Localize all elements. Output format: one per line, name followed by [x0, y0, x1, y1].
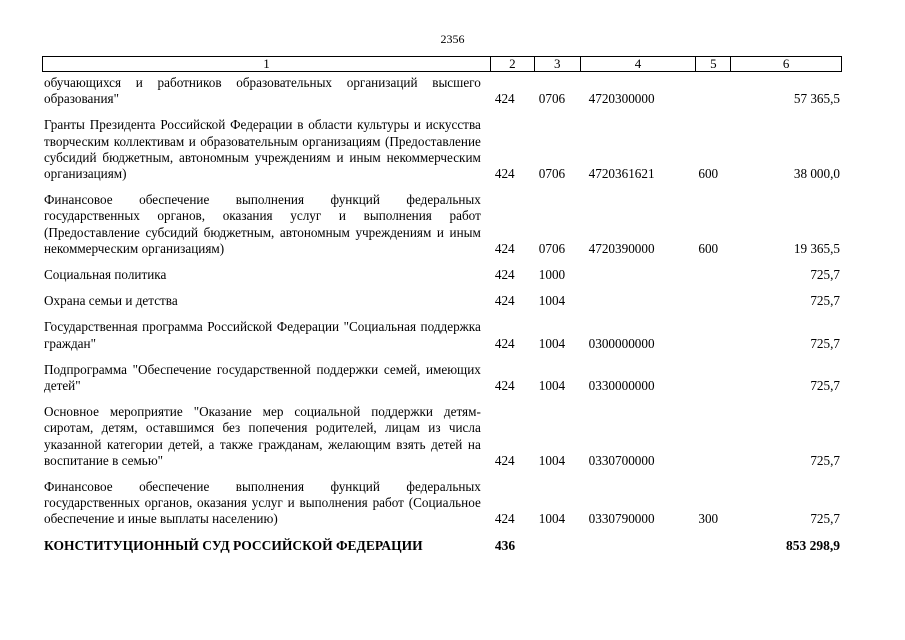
row-section-code: 1004 [538, 293, 566, 309]
header-col-4: 4 [580, 57, 696, 71]
row-expense-type: 300 [698, 511, 719, 527]
row-target-code: 0330000000 [588, 378, 655, 394]
row-amount: 19 365,5 [793, 240, 840, 256]
table-row [42, 117, 842, 182]
row-description: Основное мероприятие "Оказание мер социальной поддержки детям-сиротам, детям, оставшимся без попечения родителей, лицам из числа указанной категории детей, а также гражданам, желающим взять детей на воспитание в семью" [44, 404, 481, 468]
header-col-3: 3 [534, 57, 580, 71]
row-description: обучающихся и работников образовательных организаций высшего образования" [44, 75, 481, 107]
row-target-code: 4720361621 [588, 166, 655, 182]
row-ministry-code: 424 [494, 511, 515, 527]
row-section-code: 1004 [538, 335, 566, 351]
row-section-code: 0706 [538, 166, 566, 182]
row-description: Подпрограмма "Обеспечение государственной поддержки семей, имеющих детей" [44, 361, 481, 394]
table-row [42, 538, 842, 554]
row-ministry-code: 424 [494, 335, 515, 351]
row-amount: 725,7 [810, 452, 840, 468]
table-row [42, 267, 842, 283]
row-description: Гранты Президента Российской Федерации в области культуры и искусства творческим коллективам и образовательным организациям (Предоставление субсидий бюджетным, автономным учреждениям и иным некоммерческим организациям) [44, 117, 481, 182]
row-ministry-code: 424 [494, 91, 515, 107]
row-amount: 57 365,5 [793, 91, 840, 107]
row-section-code: 1004 [538, 452, 566, 468]
row-amount: 725,7 [810, 293, 840, 309]
row-target-code: 4720390000 [588, 240, 655, 256]
row-target-code: 0330790000 [588, 511, 655, 527]
row-target-code: 4720300000 [588, 91, 655, 107]
row-expense-type: 600 [698, 240, 719, 256]
row-target-code: 0330700000 [588, 452, 655, 468]
row-ministry-code: 436 [494, 537, 516, 553]
page-number: 2356 [440, 32, 465, 46]
row-section-code: 0706 [538, 91, 566, 107]
row-section-code: 1004 [538, 511, 566, 527]
table-row [42, 319, 842, 351]
row-description: Финансовое обеспечение выполнения функций федеральных государственных органов, оказания услуг и выполнения работ (Предоставление субсидий бюджетным, автономным учреждениям и иным некоммерческим организациям) [44, 192, 481, 256]
row-description: Государственная программа Российской Федерации "Социальная поддержка граждан" [44, 319, 481, 351]
row-ministry-code: 424 [494, 293, 515, 309]
row-description: Финансовое обеспечение выполнения функций федеральных государственных органов, оказания услуг и выполнения работ (Социальное обеспечение и иные выплаты населению) [44, 479, 481, 527]
row-section-code: 0706 [538, 240, 566, 256]
row-amount: 853 298,9 [786, 537, 840, 553]
row-ministry-code: 424 [494, 267, 515, 283]
row-target-code: 0300000000 [588, 335, 655, 351]
table-row [42, 404, 842, 469]
row-ministry-code: 424 [494, 166, 515, 182]
row-amount: 725,7 [810, 335, 840, 351]
table-row [42, 192, 842, 257]
row-section-code: 1004 [538, 378, 566, 394]
row-description: Социальная политика [44, 267, 167, 283]
table-row [42, 362, 842, 394]
row-ministry-code: 424 [494, 378, 515, 394]
table-row [42, 293, 842, 309]
row-ministry-code: 424 [494, 240, 515, 256]
row-amount: 725,7 [810, 378, 840, 394]
header-col-2: 2 [490, 57, 534, 71]
table-row [42, 75, 842, 107]
table-row [42, 479, 842, 528]
row-amount: 38 000,0 [793, 166, 840, 182]
header-col-6: 6 [730, 57, 841, 71]
row-description: Охрана семьи и детства [44, 293, 178, 309]
row-amount: 725,7 [810, 511, 840, 527]
header-col-1: 1 [263, 56, 270, 71]
table-body [42, 75, 842, 564]
header-col-5: 5 [695, 57, 730, 71]
table-header [42, 56, 842, 72]
row-expense-type: 600 [698, 166, 719, 182]
row-description: КОНСТИТУЦИОННЫЙ СУД РОССИЙСКОЙ ФЕДЕРАЦИИ [44, 537, 423, 553]
row-section-code: 1000 [538, 267, 566, 283]
row-ministry-code: 424 [494, 452, 515, 468]
row-amount: 725,7 [810, 267, 840, 283]
